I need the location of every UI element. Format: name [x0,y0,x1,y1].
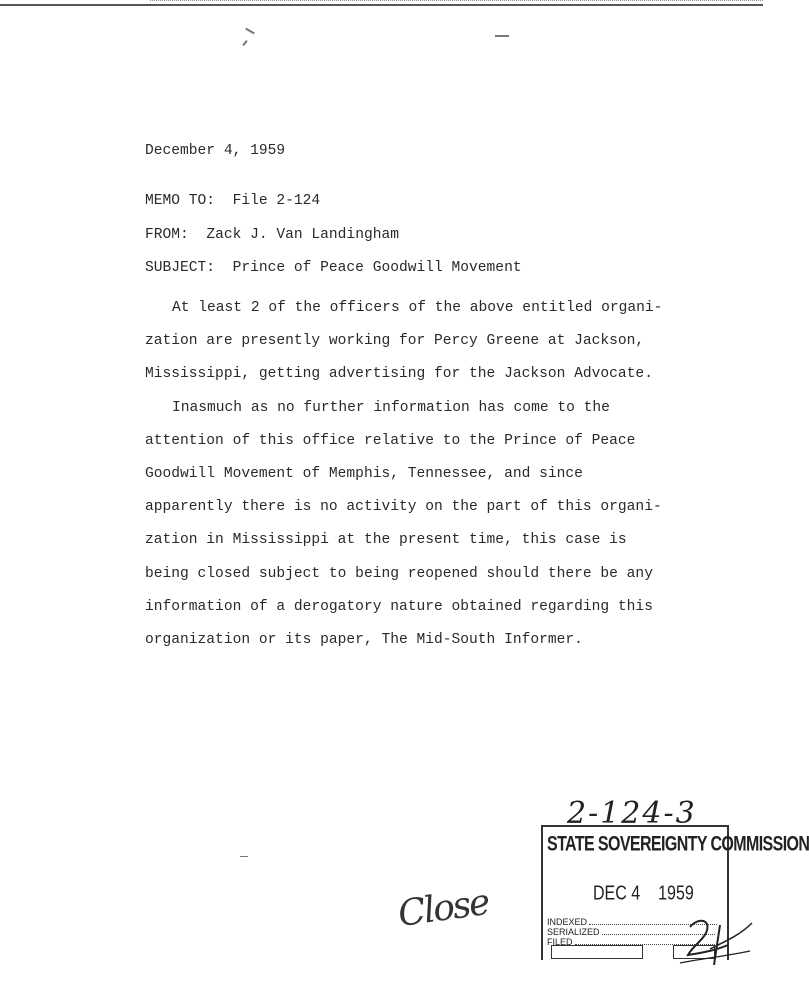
handwritten-file-number: 2-124-3 [567,796,697,831]
scan-mark [242,40,247,46]
body-line: attention of this office relative to the Prince of Peace [145,432,636,449]
stamp-filed-label: FILED [547,937,573,947]
scan-mark [495,35,509,37]
body-line: organization or its paper, The Mid-South Informer. [145,632,583,649]
from-line [145,227,399,243]
stamp-date [593,883,694,906]
body-paragraph-2 [145,392,705,658]
top-edge-dotted-rule [150,0,763,2]
scan-mark [240,856,248,857]
scan-mark [245,28,255,35]
stamp-date-year: 1959 [658,883,694,905]
body-line: information of a derogatory nature obtained regarding this [145,598,653,615]
body-line: Goodwill Movement of Memphis, Tennessee, and since [145,466,583,483]
top-edge-rule [0,4,763,6]
subject-value: Prince of Peace Goodwill Movement [232,260,522,276]
body-line: zation are presently working for Percy Greene at Jackson, [145,333,645,350]
memo-to-label: MEMO TO: [145,193,216,209]
handwritten-initials-icon [670,905,755,970]
memo-to-line [145,193,320,209]
body-line: zation in Mississippi at the present time, this case is [145,532,627,549]
from-label: FROM: [145,227,189,243]
body-line: apparently there is no activity on the part of this organi- [145,499,662,516]
body-paragraph-1 [145,292,705,392]
from-value: Zack J. Van Landingham [206,227,399,243]
body-line: Inasmuch as no further information has come to the [172,399,610,416]
subject-line [145,260,522,276]
stamp-serialized-label: SERIALIZED [547,927,600,937]
handwritten-close-note: Close [395,881,491,936]
stamp-box-left [551,945,643,959]
subject-label: SUBJECT: [145,260,216,276]
body-line: Mississippi, getting advertising for the Jackson Advocate. [145,366,653,383]
body-line: At least 2 of the officers of the above entitled organi- [172,300,663,316]
memo-date: December 4, 1959 [145,143,286,159]
memo-to-value: File 2-124 [232,193,321,209]
body-line: being closed subject to being reopened should there be any [145,565,653,582]
stamp-indexed-label: INDEXED [547,917,588,927]
stamp-date-month: DEC [593,883,627,905]
stamp-date-day: 4 [631,883,641,905]
memo-body [145,292,705,657]
stamp-title: STATE SOVEREIGNTY COMMISSION [547,833,809,856]
